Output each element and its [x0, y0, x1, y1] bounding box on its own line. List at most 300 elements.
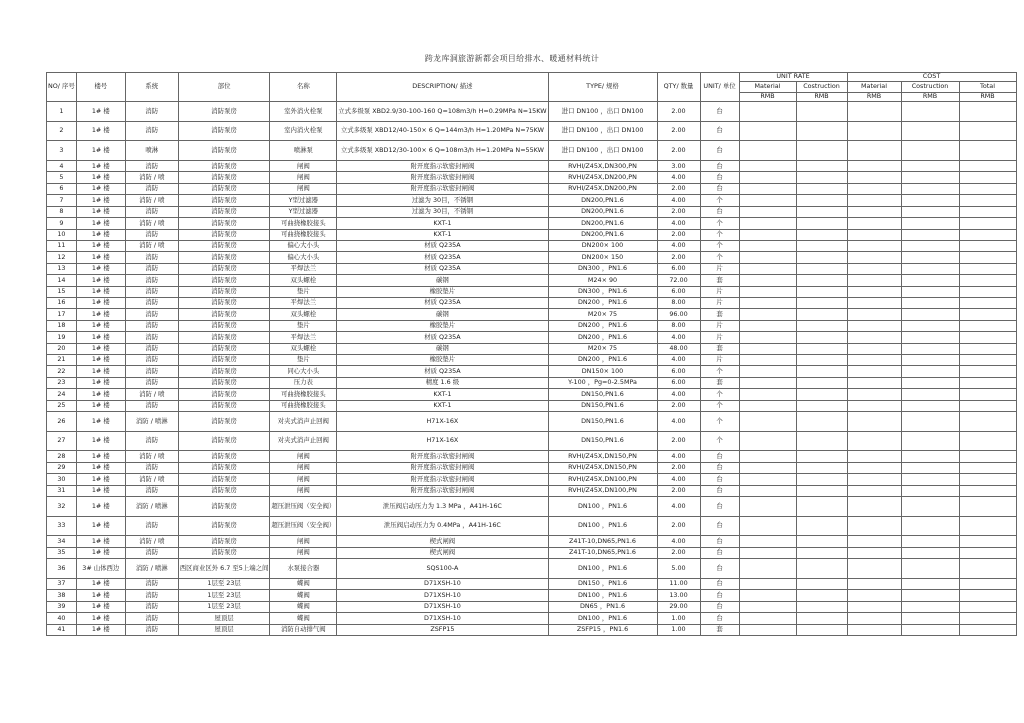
cell-building: 1# 楼	[76, 485, 125, 496]
cell-cost-material	[847, 240, 901, 251]
cell-description: 立式多级泵 XBD2.9/30-100-160 Q=108m3/h H=0.29MPa N=15KW	[337, 102, 548, 122]
cell-qty: 4.00	[657, 172, 700, 183]
cell-rate-construction	[796, 320, 847, 331]
cell-cost-construction	[901, 547, 959, 558]
table-row	[47, 252, 1017, 263]
cell-type: Z41T-10,DN65,PN1.6	[548, 547, 657, 558]
cell-system: 喷淋	[125, 141, 178, 161]
cell-description: D71XSH-10	[337, 590, 548, 601]
cell-cost-material	[847, 252, 901, 263]
cell-rate-construction	[796, 102, 847, 122]
cell-type: DN150× 100	[548, 366, 657, 377]
cell-unit: 套	[700, 309, 739, 320]
cell-rate-material	[739, 613, 796, 624]
cell-cost-construction	[901, 275, 959, 286]
header-no: NO/ 序号	[47, 73, 77, 102]
cell-system: 消防	[125, 286, 178, 297]
cell-system: 消防	[125, 400, 178, 411]
cell-building: 1# 楼	[76, 389, 125, 400]
cell-no: 13	[47, 263, 77, 274]
cell-cost-total	[959, 377, 1016, 388]
cell-rate-construction	[796, 332, 847, 343]
cell-name: 闸阀	[270, 474, 337, 485]
cell-building: 1# 楼	[76, 343, 125, 354]
cell-cost-total	[959, 206, 1016, 217]
cell-system: 消防 / 喷	[125, 195, 178, 206]
cell-rate-material	[739, 263, 796, 274]
cell-location: 消防泵房	[178, 263, 270, 274]
cell-cost-material	[847, 332, 901, 343]
cell-qty: 4.00	[657, 451, 700, 462]
table-row	[47, 613, 1017, 624]
cell-description: 泄压阀启动压力为 1.3 MPa ，A41H-16C	[337, 497, 548, 517]
cell-location: 消防泵房	[178, 183, 270, 194]
cell-qty: 2.00	[657, 183, 700, 194]
cell-description: 泄压阀启动压力为 0.4MPa ，A41H-16C	[337, 516, 548, 536]
cell-location: 消防泵房	[178, 297, 270, 308]
cell-name: 垫片	[270, 286, 337, 297]
cell-no: 41	[47, 624, 77, 635]
table-row	[47, 431, 1017, 451]
cell-system: 消防	[125, 332, 178, 343]
cell-no: 8	[47, 206, 77, 217]
table-row	[47, 497, 1017, 517]
cell-cost-material	[847, 141, 901, 161]
cell-description: SQS100-A	[337, 559, 548, 579]
header-cost: COST	[847, 73, 1016, 82]
table-row	[47, 547, 1017, 558]
cell-cost-material	[847, 343, 901, 354]
cell-building: 1# 楼	[76, 309, 125, 320]
cell-unit: 套	[700, 275, 739, 286]
cell-unit: 个	[700, 252, 739, 263]
cell-qty: 11.00	[657, 578, 700, 589]
cell-location: 消防泵房	[178, 389, 270, 400]
cell-qty: 6.00	[657, 366, 700, 377]
cell-location: 消防泵房	[178, 451, 270, 462]
cell-unit: 片	[700, 332, 739, 343]
cell-cost-total	[959, 601, 1016, 612]
cell-no: 14	[47, 275, 77, 286]
cell-building: 1# 楼	[76, 206, 125, 217]
cell-name: 消防自动排气阀	[270, 624, 337, 635]
cell-cost-material	[847, 320, 901, 331]
cell-description: KXT-1	[337, 229, 548, 240]
cell-rate-construction	[796, 275, 847, 286]
cell-name: 闸阀	[270, 183, 337, 194]
cell-rate-construction	[796, 624, 847, 635]
cell-description: 材质 Q235A	[337, 332, 548, 343]
table-row	[47, 286, 1017, 297]
cell-building: 1# 楼	[76, 462, 125, 473]
cell-rate-construction	[796, 240, 847, 251]
cell-building: 1# 楼	[76, 412, 125, 432]
cell-location: 消防泵房	[178, 229, 270, 240]
cell-building: 1# 楼	[76, 240, 125, 251]
cell-name: 闸阀	[270, 462, 337, 473]
cell-unit: 套	[700, 377, 739, 388]
cell-rate-construction	[796, 451, 847, 462]
cell-no: 21	[47, 354, 77, 365]
cell-system: 消防 / 喷淋	[125, 497, 178, 517]
cell-name: 室外消火栓泵	[270, 102, 337, 122]
cell-rate-material	[739, 431, 796, 451]
cell-rate-material	[739, 412, 796, 432]
cell-location: 消防泵房	[178, 206, 270, 217]
cell-rate-material	[739, 547, 796, 558]
cell-cost-construction	[901, 613, 959, 624]
cell-type: RVHI/Z45X,DN200,PN	[548, 172, 657, 183]
cell-system: 消防 / 喷淋	[125, 559, 178, 579]
cell-qty: 1.00	[657, 613, 700, 624]
cell-cost-material	[847, 412, 901, 432]
cell-rate-material	[739, 377, 796, 388]
cell-no: 39	[47, 601, 77, 612]
cell-description: 立式多级泵 XBD12/40-150× 6 Q=144m3/h H=1.20MPa N=75KW	[337, 121, 548, 141]
cell-type: DN150 ，PN1.6	[548, 578, 657, 589]
cell-system: 消防	[125, 309, 178, 320]
cell-cost-material	[847, 613, 901, 624]
header-cost-construction: Costruction	[901, 82, 959, 93]
cell-qty: 2.00	[657, 252, 700, 263]
cell-cost-material	[847, 559, 901, 579]
cell-location: 消防泵房	[178, 536, 270, 547]
cell-type: 进口 DN100 ，出口 DN100	[548, 121, 657, 141]
cell-rate-material	[739, 578, 796, 589]
header-rate-material: Material	[739, 82, 796, 93]
cell-no: 6	[47, 183, 77, 194]
cell-cost-total	[959, 275, 1016, 286]
cell-no: 11	[47, 240, 77, 251]
cell-building: 1# 楼	[76, 286, 125, 297]
cell-type: RVHI/Z45X,DN100,PN	[548, 474, 657, 485]
currency-rate-construction: RMB	[796, 93, 847, 102]
cell-cost-construction	[901, 121, 959, 141]
cell-type: DN200× 100	[548, 240, 657, 251]
header-name: 名称	[270, 73, 337, 102]
cell-type: DN200 ，PN1.6	[548, 354, 657, 365]
table-row	[47, 451, 1017, 462]
cell-name: 水泵接合器	[270, 559, 337, 579]
table-row	[47, 320, 1017, 331]
cell-qty: 2.00	[657, 462, 700, 473]
cell-building: 1# 楼	[76, 121, 125, 141]
cell-qty: 4.00	[657, 218, 700, 229]
cell-system: 消防	[125, 601, 178, 612]
currency-cost-material: RMB	[847, 93, 901, 102]
cell-unit: 台	[700, 102, 739, 122]
header-qty: QTY/ 数量	[657, 73, 700, 102]
cell-cost-total	[959, 451, 1016, 462]
cell-cost-construction	[901, 240, 959, 251]
cell-cost-material	[847, 377, 901, 388]
cell-qty: 4.00	[657, 240, 700, 251]
cell-rate-construction	[796, 366, 847, 377]
cell-cost-construction	[901, 516, 959, 536]
cell-unit: 台	[700, 559, 739, 579]
cell-no: 31	[47, 485, 77, 496]
cell-no: 7	[47, 195, 77, 206]
cell-cost-construction	[901, 229, 959, 240]
cell-location: 消防泵房	[178, 320, 270, 331]
cell-building: 1# 楼	[76, 497, 125, 517]
cell-description: 橡胶垫片	[337, 286, 548, 297]
cell-rate-construction	[796, 601, 847, 612]
cell-cost-material	[847, 206, 901, 217]
cell-no: 5	[47, 172, 77, 183]
cell-description: D71XSH-10	[337, 601, 548, 612]
cell-rate-construction	[796, 485, 847, 496]
cell-cost-construction	[901, 286, 959, 297]
cell-type: DN100 ，PN1.6	[548, 613, 657, 624]
table-row	[47, 354, 1017, 365]
cell-unit: 台	[700, 121, 739, 141]
cell-cost-material	[847, 121, 901, 141]
cell-cost-construction	[901, 412, 959, 432]
cell-building: 1# 楼	[76, 547, 125, 558]
cell-name: 闸阀	[270, 485, 337, 496]
table-row	[47, 377, 1017, 388]
cell-cost-construction	[901, 485, 959, 496]
table-row	[47, 601, 1017, 612]
cell-cost-material	[847, 400, 901, 411]
cell-description: H71X-16X	[337, 412, 548, 432]
cell-cost-construction	[901, 389, 959, 400]
table-row	[47, 141, 1017, 161]
cell-cost-total	[959, 578, 1016, 589]
cell-building: 1# 楼	[76, 624, 125, 635]
cell-name: 蝶阀	[270, 590, 337, 601]
cell-cost-material	[847, 297, 901, 308]
cell-location: 消防泵房	[178, 343, 270, 354]
cell-location: 消防泵房	[178, 195, 270, 206]
cell-description: 附开度指示软密封闸阀	[337, 485, 548, 496]
cell-name: 偏心大小头	[270, 252, 337, 263]
cell-cost-construction	[901, 141, 959, 161]
cell-unit: 片	[700, 297, 739, 308]
cell-description: D71XSH-10	[337, 578, 548, 589]
cell-no: 16	[47, 297, 77, 308]
cell-no: 22	[47, 366, 77, 377]
cell-name: 平焊法兰	[270, 263, 337, 274]
header-unit-rate: UNIT RATE	[739, 73, 847, 82]
cell-qty: 2.00	[657, 485, 700, 496]
cell-no: 15	[47, 286, 77, 297]
cell-system: 消防	[125, 485, 178, 496]
cell-type: DN150,PN1.6	[548, 400, 657, 411]
cell-rate-material	[739, 400, 796, 411]
table-row	[47, 343, 1017, 354]
cell-cost-material	[847, 624, 901, 635]
cell-unit: 台	[700, 474, 739, 485]
cell-description: 材质 Q235A	[337, 366, 548, 377]
table-row	[47, 309, 1017, 320]
cell-system: 消防 / 喷	[125, 240, 178, 251]
cell-name: 蝶阀	[270, 578, 337, 589]
table-row	[47, 240, 1017, 251]
cell-cost-total	[959, 590, 1016, 601]
cell-cost-construction	[901, 252, 959, 263]
cell-name: 喷淋泵	[270, 141, 337, 161]
cell-unit: 台	[700, 601, 739, 612]
cell-unit: 台	[700, 172, 739, 183]
cell-cost-material	[847, 451, 901, 462]
cell-cost-material	[847, 485, 901, 496]
cell-rate-material	[739, 462, 796, 473]
cell-cost-total	[959, 141, 1016, 161]
cell-qty: 2.00	[657, 400, 700, 411]
cell-system: 消防	[125, 297, 178, 308]
cell-description: 橡胶垫片	[337, 320, 548, 331]
cell-location: 消防泵房	[178, 474, 270, 485]
cell-cost-material	[847, 578, 901, 589]
cell-type: DN200 ，PN1.6	[548, 332, 657, 343]
cell-cost-material	[847, 102, 901, 122]
cell-type: DN150,PN1.6	[548, 412, 657, 432]
cell-description: 材质 Q235A	[337, 240, 548, 251]
cell-name: 闸阀	[270, 161, 337, 172]
cell-cost-total	[959, 263, 1016, 274]
cell-description: 精度 1.6 级	[337, 377, 548, 388]
cell-rate-construction	[796, 462, 847, 473]
cell-cost-construction	[901, 297, 959, 308]
cell-type: RVHI/Z45X,DN150,PN	[548, 451, 657, 462]
cell-type: M20× 75	[548, 309, 657, 320]
cell-cost-material	[847, 474, 901, 485]
cell-rate-construction	[796, 309, 847, 320]
cell-description: 附开度指示软密封闸阀	[337, 462, 548, 473]
cell-cost-material	[847, 286, 901, 297]
header-type: TYPE/ 规格	[548, 73, 657, 102]
cell-unit: 个	[700, 195, 739, 206]
cell-system: 消防	[125, 183, 178, 194]
cell-cost-construction	[901, 206, 959, 217]
cell-qty: 4.00	[657, 474, 700, 485]
cell-qty: 2.00	[657, 229, 700, 240]
cell-cost-material	[847, 195, 901, 206]
cell-name: 超压泄压阀（安全阀）	[270, 516, 337, 536]
cell-qty: 3.00	[657, 161, 700, 172]
cell-unit: 套	[700, 343, 739, 354]
cell-no: 3	[47, 141, 77, 161]
cell-description: 立式多级泵 XBD12/30-100× 6 Q=108m3/h H=1.20MPa N=55KW	[337, 141, 548, 161]
cell-location: 消防泵房	[178, 275, 270, 286]
cell-cost-total	[959, 431, 1016, 451]
cell-name: 闸阀	[270, 172, 337, 183]
table-row	[47, 102, 1017, 122]
cell-rate-construction	[796, 343, 847, 354]
cell-rate-construction	[796, 474, 847, 485]
cell-building: 1# 楼	[76, 474, 125, 485]
table-row	[47, 206, 1017, 217]
cell-no: 18	[47, 320, 77, 331]
cell-type: DN100 ，PN1.6	[548, 497, 657, 517]
cell-unit: 台	[700, 451, 739, 462]
cell-type: DN100 ，PN1.6	[548, 590, 657, 601]
table-row	[47, 218, 1017, 229]
cell-cost-construction	[901, 431, 959, 451]
cell-cost-total	[959, 613, 1016, 624]
cell-location: 消防泵房	[178, 462, 270, 473]
cell-qty: 6.00	[657, 286, 700, 297]
cell-building: 1# 楼	[76, 218, 125, 229]
cell-cost-total	[959, 547, 1016, 558]
cell-cost-total	[959, 297, 1016, 308]
cell-name: 垫片	[270, 320, 337, 331]
cell-no: 38	[47, 590, 77, 601]
cell-location: 1层至 23层	[178, 601, 270, 612]
cell-system: 消防	[125, 377, 178, 388]
cell-unit: 个	[700, 229, 739, 240]
cell-type: M20× 75	[548, 343, 657, 354]
cell-cost-total	[959, 412, 1016, 432]
cell-qty: 5.00	[657, 559, 700, 579]
cell-cost-total	[959, 559, 1016, 579]
cell-qty: 2.00	[657, 547, 700, 558]
cell-name: 双头螺栓	[270, 309, 337, 320]
cell-building: 1# 楼	[76, 229, 125, 240]
cell-location: 消防泵房	[178, 102, 270, 122]
cell-rate-material	[739, 229, 796, 240]
cell-description: 过滤为 30目，不锈钢	[337, 206, 548, 217]
cell-cost-total	[959, 218, 1016, 229]
cell-cost-construction	[901, 400, 959, 411]
cell-cost-construction	[901, 377, 959, 388]
table-row	[47, 462, 1017, 473]
cell-building: 1# 楼	[76, 320, 125, 331]
cell-description: 碳钢	[337, 309, 548, 320]
cell-cost-material	[847, 309, 901, 320]
cell-rate-material	[739, 485, 796, 496]
cell-no: 19	[47, 332, 77, 343]
cell-system: 消防	[125, 121, 178, 141]
cell-description: 碳钢	[337, 343, 548, 354]
cell-cost-material	[847, 601, 901, 612]
cell-description: 过滤为 30目，不锈钢	[337, 195, 548, 206]
table-row	[47, 183, 1017, 194]
cell-rate-material	[739, 536, 796, 547]
cell-system: 消防	[125, 613, 178, 624]
cell-qty: 4.00	[657, 497, 700, 517]
cell-rate-material	[739, 102, 796, 122]
currency-cost-total: RMB	[959, 93, 1016, 102]
cell-type: DN300 ，PN1.6	[548, 263, 657, 274]
cell-no: 36	[47, 559, 77, 579]
cell-system: 消防	[125, 431, 178, 451]
cell-unit: 台	[700, 536, 739, 547]
cell-rate-material	[739, 366, 796, 377]
cell-location: 消防泵房	[178, 172, 270, 183]
cell-no: 27	[47, 431, 77, 451]
cell-building: 1# 楼	[76, 366, 125, 377]
cell-cost-total	[959, 229, 1016, 240]
cell-system: 消防	[125, 547, 178, 558]
cell-name: 超压泄压阀（安全阀）	[270, 497, 337, 517]
cell-cost-total	[959, 497, 1016, 517]
cell-type: DN100 ，PN1.6	[548, 559, 657, 579]
cell-name: 平焊法兰	[270, 297, 337, 308]
cell-no: 28	[47, 451, 77, 462]
cell-cost-total	[959, 309, 1016, 320]
cell-no: 37	[47, 578, 77, 589]
cell-no: 2	[47, 121, 77, 141]
cell-no: 12	[47, 252, 77, 263]
cell-rate-construction	[796, 578, 847, 589]
cell-name: Y型过滤器	[270, 206, 337, 217]
cell-cost-construction	[901, 195, 959, 206]
cell-cost-material	[847, 389, 901, 400]
cell-qty: 4.00	[657, 389, 700, 400]
